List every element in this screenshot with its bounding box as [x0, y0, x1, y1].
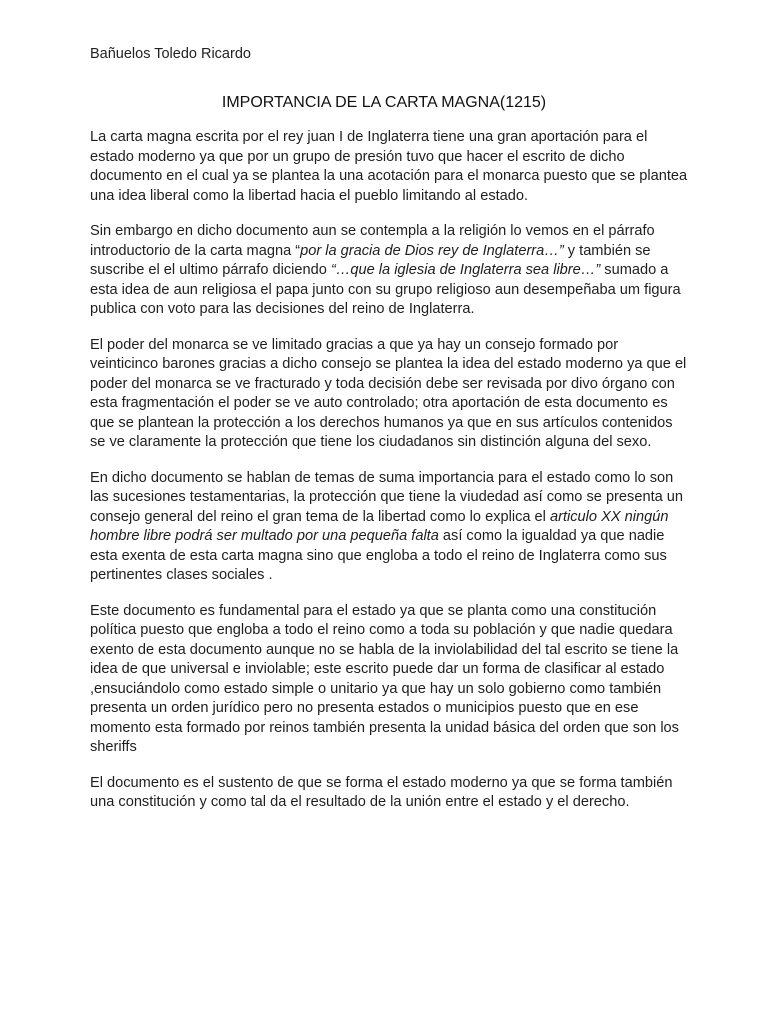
- paragraph-text: La carta magna escrita por el rey juan I de Inglaterra tiene una gran aportación para el estado moderno ya que por un grupo de presión tuvo que hacer el escrito de dicho documento en el cual ya se plantea la una acotación para el monarca puesto que se plantea una idea liberal como la libertad hacia el pueblo limitando al estado.: [90, 129, 688, 204]
- paragraph-text: sumado a esta idea de aun religiosa el papa junto con su grupo religioso aun desempeñaba um figura publica con voto para las decisiones del reino de Inglaterra.: [90, 262, 681, 317]
- paragraph-6: [90, 774, 690, 813]
- quoted-text: “…que la iglesia de Inglaterra sea libre…”: [330, 262, 601, 278]
- author-name: Bañuelos Toledo Ricardo: [90, 46, 251, 62]
- paragraph-3: [90, 336, 690, 453]
- paragraph-text: Sin embargo en dicho documento aun se contempla a la religión lo vemos en el párrafo introductorio de la carta magna “: [90, 223, 655, 259]
- paragraph-text: El documento es el sustento de que se forma el estado moderno ya que se forma también una constitución y como tal da el resultado de la unión entre el estado y el derecho.: [90, 774, 673, 810]
- quoted-text: articulo XX ningún hombre libre podrá ser multado por una pequeña falta: [90, 508, 669, 544]
- paragraph-text: y también se suscribe el el ultimo párrafo diciendo: [90, 242, 651, 278]
- paragraph-2: [90, 222, 690, 320]
- document-title: IMPORTANCIA DE LA CARTA MAGNA(1215): [221, 94, 547, 111]
- document-body: [90, 128, 690, 829]
- paragraph-text: El poder del monarca se ve limitado gracias a que ya hay un consejo formado por veinticinco barones gracias a dicho consejo se plantea la idea del estado moderno ya que el poder del monarca se ve fracturado y toda decisión debe ser revisada por divo órgano con esta fragmentación el poder se ve auto controlado; otra aportación de esta documento es que se plantean la protección a los derechos humanos ya que en sus artículos contenidos se ve claramente la protección que tiene los ciudadanos sin distinción alguna del sexo.: [90, 336, 687, 450]
- paragraph-text: así como la igualdad ya que nadie esta exenta de esta carta magna sino que engloba a todo el reino de Inglaterra como sus pertinentes clases sociales .: [90, 528, 667, 583]
- quoted-text: por la gracia de Dios rey de Inglaterra…”: [300, 242, 564, 259]
- paragraph-1: [90, 128, 690, 206]
- paragraph-4: [90, 469, 690, 586]
- paragraph-text: Este documento es fundamental para el estado ya que se planta como una constitución política puesto que engloba a todo el reino como a toda su población y que nadie quedara exento de esta documento aunque no se habla de la inviolabilidad del tal escrito se tiene la idea de que universal e inviolable; este escrito puede dar un forma de clasificar al estado ,ensuciándolo como estado simple o unitario ya que hay un solo gobierno como también presenta un orden jurídico pero no presenta estados o municipios puesto que en ese momento esta formado por reinos también presenta la unidad básica del orden que son los sheriffs: [90, 602, 679, 755]
- paragraph-5: [90, 602, 690, 758]
- paragraph-text: En dicho documento se hablan de temas de suma importancia para el estado como lo son las sucesiones testamentarias, la protección que tiene la viudedad así como se presenta un consejo general del reino el gran tema de la libertad como lo explica el: [90, 469, 684, 525]
